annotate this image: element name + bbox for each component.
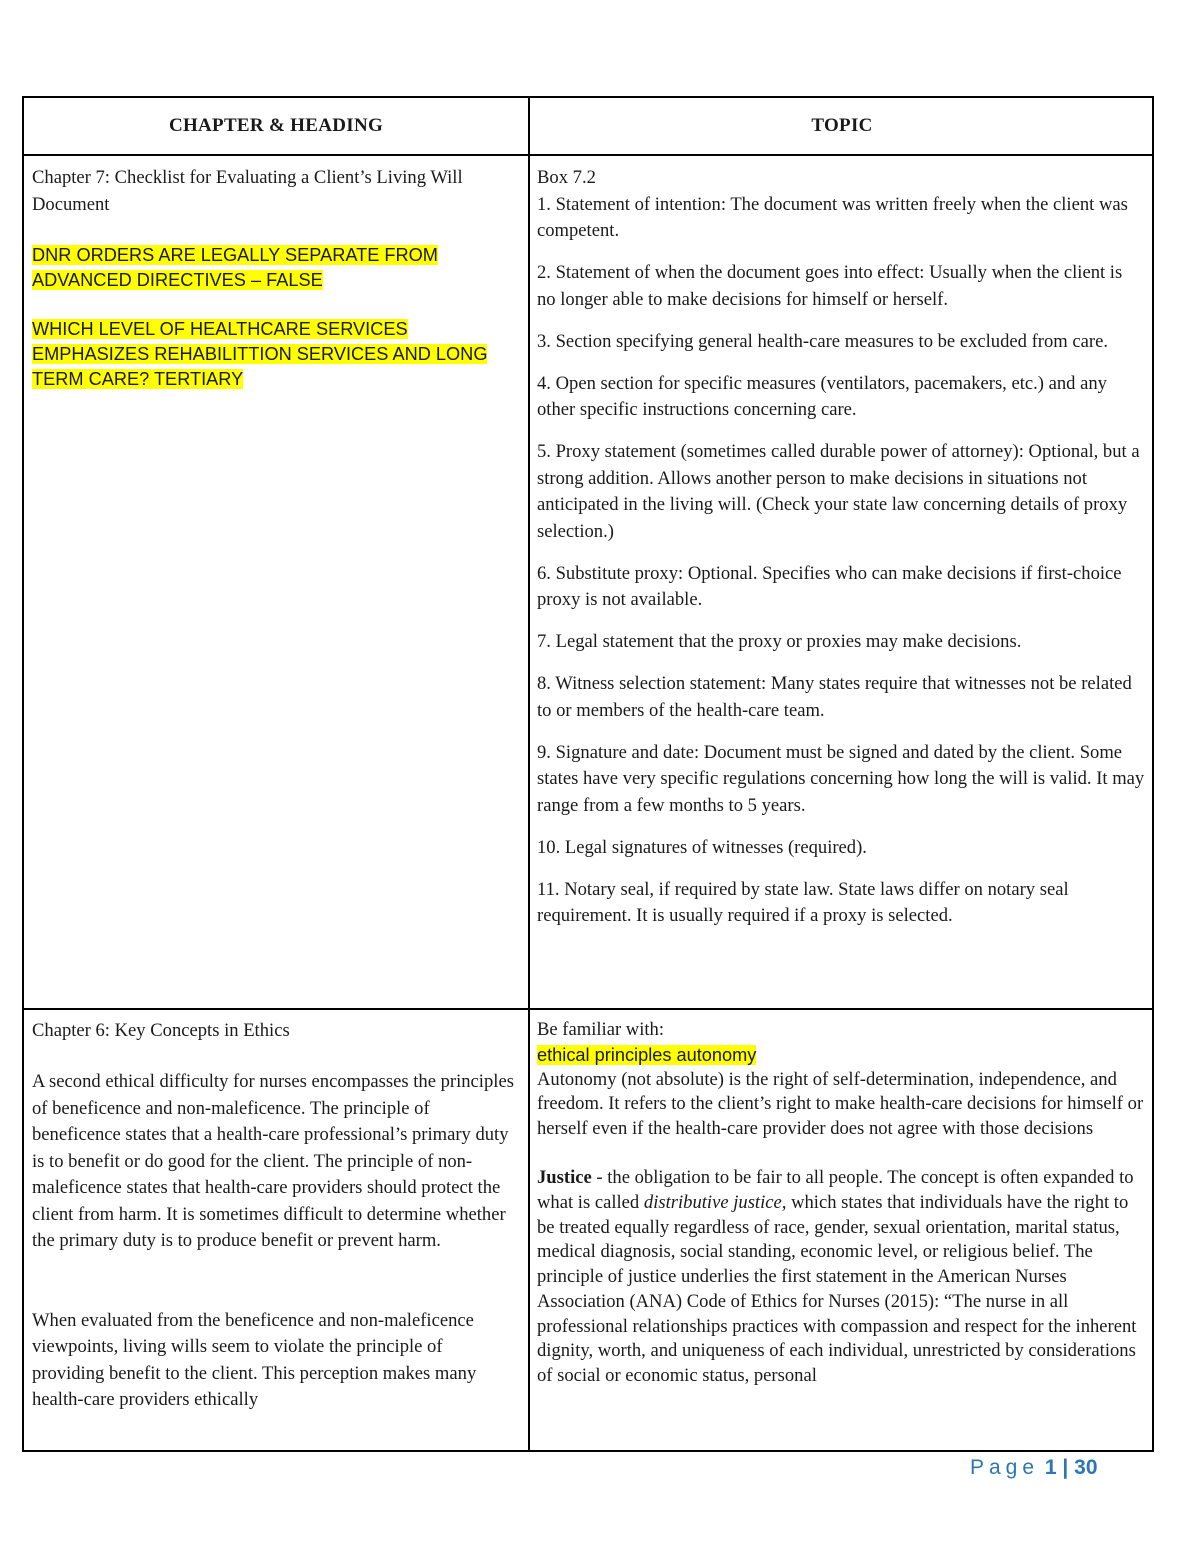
distributive-justice-term: distributive justice, — [643, 1192, 787, 1214]
page-word: Page — [970, 1456, 1040, 1479]
header-topic: TOPIC — [811, 115, 873, 136]
column-divider — [528, 98, 530, 1450]
checklist-item: 1. Statement of intention: The document was written freely when the client was competent. — [537, 193, 1128, 241]
checklist-item: 9. Signature and date: Document must be signed and dated by the client. Some states have very specific regulations concerning how long the will is valid. It may range from a few months to 5 years. — [537, 741, 1145, 816]
checklist-item: 7. Legal statement that the proxy or proxies may make decisions. — [537, 631, 1022, 652]
chapter-6-title: Chapter 6: Key Concepts in Ethics — [32, 1020, 290, 1041]
current-page-number: 1 — [1044, 1456, 1057, 1479]
page-footer — [970, 1456, 1098, 1480]
familiar-label: Be familiar with: — [537, 1019, 665, 1040]
row2-topic-cell — [537, 1018, 1145, 1450]
study-guide-table — [22, 96, 1154, 1452]
row-divider — [24, 1008, 1152, 1010]
checklist-item: 10. Legal signatures of witnesses (required). — [537, 836, 867, 858]
highlight-dnr-orders: DNR ORDERS ARE LEGALLY SEPARATE FROM ADVANCED DIRECTIVES – FALSE — [32, 244, 438, 290]
highlight-tertiary-care: WHICH LEVEL OF HEALTHCARE SERVICES EMPHASIZES REHABILITTION SERVICES AND LONG TERM CARE? TERTIARY — [32, 319, 488, 389]
beneficence-paragraph: A second ethical difficulty for nurses encompasses the principles of beneficence and non-maleficence. The principle of beneficence states that a health-care professional’s primary duty is to benefit or do good for the client. The principle of non-maleficence states that health-care providers should protect the client from harm. It is sometimes difficult to determine whether the primary duty is to produce benefit or prevent harm. — [32, 1071, 514, 1251]
justice-text-part2: which states that individuals have the right to be treated equally regardless of race, gender, sexual orientation, marital status, medical diagnosis, social standing, economic level, or religious belief. The principle of justice underlies the first statement in the American Nurses Association (ANA) Code of Ethics for Nurses (2015): “The nurse in all professional relationships practices with compassion and respect for the inherent dignity, worth, and uniqueness of each individual, unrestricted by considerations of social or economic status, personal — [537, 1192, 1137, 1386]
highlight-autonomy: ethical principles autonomy — [537, 1044, 757, 1065]
row1-chapter-cell — [32, 165, 512, 392]
header-chapter-heading: CHAPTER & HEADING — [168, 115, 384, 136]
page-separator: | — [1062, 1456, 1069, 1479]
checklist-item: 8. Witness selection statement: Many states require that witnesses not be related to or members of the health-care team. — [537, 673, 1132, 721]
autonomy-paragraph: Autonomy (not absolute) is the right of self-determination, independence, and freedom. It refers to the client’s right to make health-care decisions for himself or herself even if the health-care provider does not agree with those decisions — [537, 1068, 1144, 1140]
justice-term: Justice — [537, 1167, 592, 1189]
header-divider — [24, 154, 1152, 156]
row1-topic-cell — [537, 165, 1145, 930]
checklist-item: 5. Proxy statement (sometimes called durable power of attorney): Optional, but a strong addition. Allows another person to make decisions in situations not anticipated in the living will. (Check your state law concerning details of proxy selection.) — [537, 441, 1140, 542]
box-label: Box 7.2 — [537, 167, 596, 188]
checklist-item: 2. Statement of when the document goes into effect: Usually when the client is no longer able to make decisions for himself or herself. — [537, 262, 1123, 310]
chapter-7-title: Chapter 7: Checklist for Evaluating a Client’s Living Will Document — [32, 167, 463, 215]
justice-text-part1: - the obligation to be fair to all people. The concept is often expanded to what is called — [537, 1167, 1134, 1214]
total-pages: 30 — [1074, 1456, 1098, 1479]
checklist-item: 6. Substitute proxy: Optional. Specifies who can make decisions if first-choice proxy is not available. — [537, 562, 1122, 610]
checklist-item: 11. Notary seal, if required by state law. State laws differ on notary seal requirement. It is usually required if a proxy is selected. — [537, 878, 1069, 926]
checklist-item: 3. Section specifying general health-care measures to be excluded from care. — [537, 330, 1108, 352]
checklist-item: 4. Open section for specific measures (ventilators, pacemakers, etc.) and any other specific instructions concerning care. — [537, 372, 1107, 420]
living-wills-paragraph: When evaluated from the beneficence and non-maleficence viewpoints, living wills seem to violate the principle of providing benefit to the client. This perception makes many health-care providers ethically — [32, 1309, 477, 1410]
justice-paragraph — [537, 1166, 1145, 1388]
row2-chapter-cell — [32, 1018, 516, 1450]
